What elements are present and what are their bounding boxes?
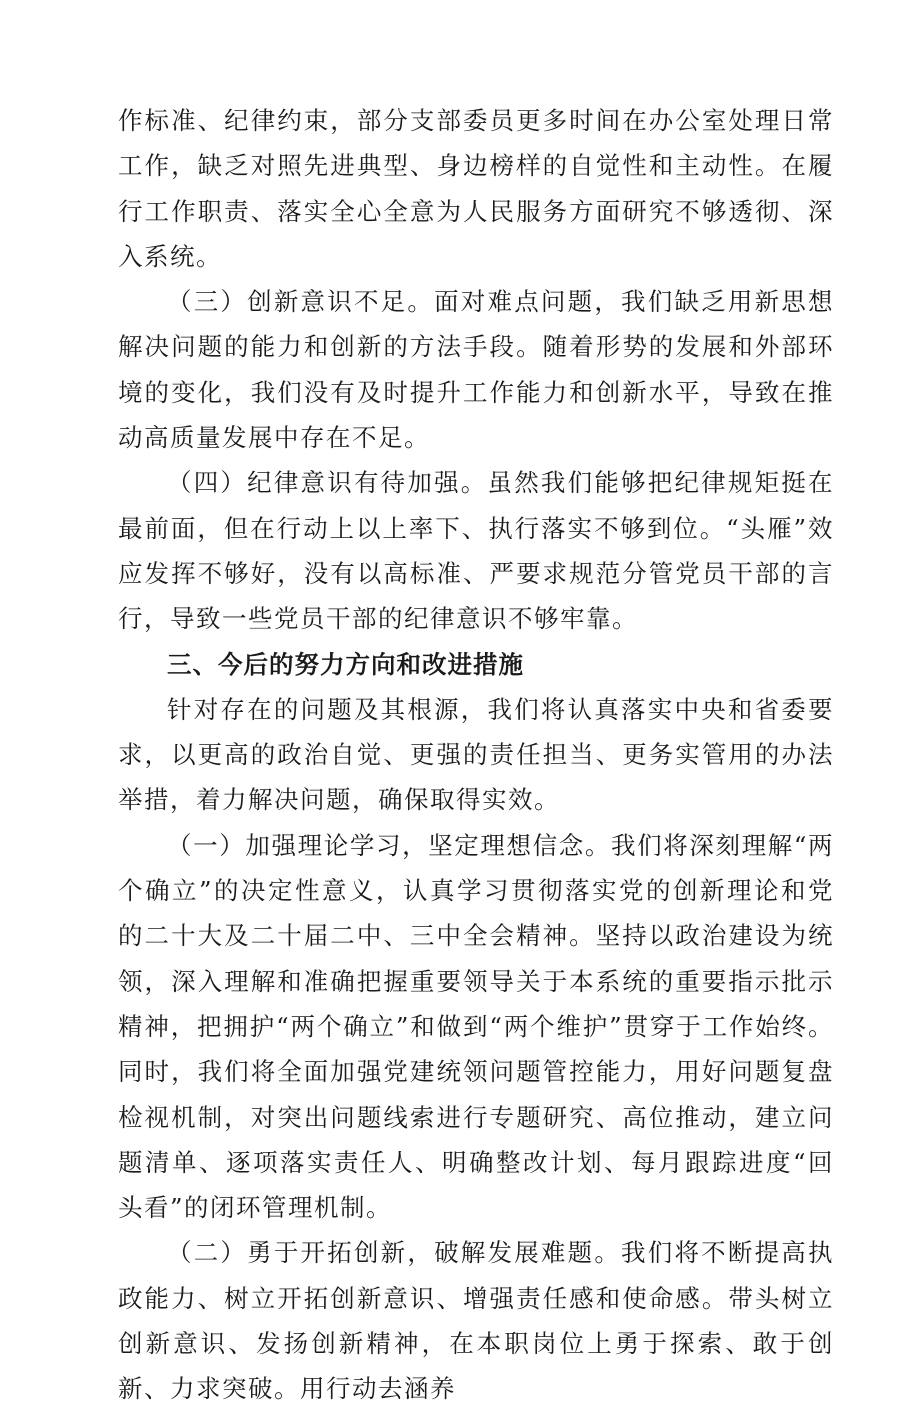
- paragraph-innovation-issue: （三）创新意识不足。面对难点问题，我们缺乏用新思想解决问题的能力和创新的方法手段。随着形势的发展和外部环境的变化，我们没有及时提升工作能力和创新水平，导致在推动高质量发展中存在不足。: [118, 287, 834, 453]
- paragraph-innovation-measure: （二）勇于开拓创新，破解发展难题。我们将不断提高执政能力、树立开拓创新意识、增强责任感和使命感。带头树立创新意识、发扬创新精神，在本职岗位上勇于探索、敢于创新、力求突破。用行动去涵养: [118, 1238, 834, 1404]
- section-heading: 三、今后的努力方向和改进措施: [167, 649, 524, 679]
- paragraph-discipline-issue: （四）纪律意识有待加强。虽然我们能够把纪律规矩挺在最前面，但在行动上以上率下、执行落实不够到位。“头雁”效应发挥不够好，没有以高标准、严要求规范分管党员干部的言行，导致一些党员干部的纪律意识不够牢靠。: [118, 468, 834, 634]
- paragraph-continuation: 作标准、纪律约束，部分支部委员更多时间在办公室处理日常工作，缺乏对照先进典型、身边榜样的自觉性和主动性。在履行工作职责、落实全心全意为人民服务方面研究不够透彻、深入系统。: [118, 106, 834, 271]
- paragraph-intro: 针对存在的问题及其根源，我们将认真落实中央和省委要求，以更高的政治自觉、更强的责任担当、更务实管用的办法举措，着力解决问题，确保取得实效。: [118, 694, 834, 815]
- document-body: [118, 98, 834, 1412]
- paragraph-theory-study: （一）加强理论学习，坚定理想信念。我们将深刻理解“两个确立”的决定性意义，认真学习贯彻落实党的创新理论和党的二十大及二十届二中、三中全会精神。坚持以政治建设为统领，深入理解和准确把握重要领导关于本系统的重要指示批示精神，把拥护“两个确立”和做到“两个维护”贯穿于工作始终。同时，我们将全面加强党建统领问题管控能力，用好问题复盘检视机制，对突出问题线索进行专题研究、高位推动，建立问题清单、逐项落实责任人、明确整改计划、每月跟踪进度“回头看”的闭环管理机制。: [118, 830, 834, 1223]
